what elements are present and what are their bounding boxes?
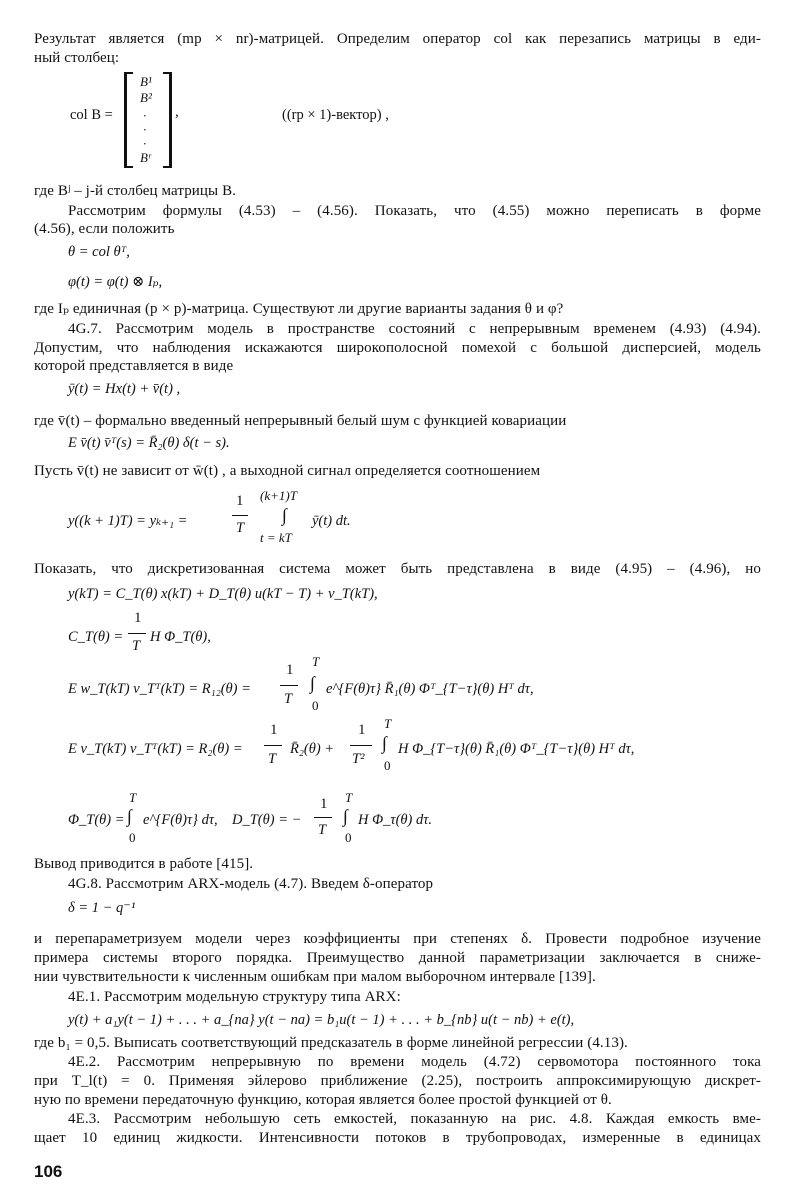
eq-D-num: 1 [320,796,328,812]
eq-y-num: 1 [236,493,244,509]
paragraph-result-cont: ный столбец: [34,50,120,66]
consider-formulas-cont: (4.56), если положить [34,221,175,237]
eq-D-integral-sign: ∫ [343,806,348,826]
reparam-line2: примера системы второго порядка. Преимущество данной параметризации заключается в сниже- [34,950,761,966]
eq-Phi-rhs: e^{F(θ)τ} dτ, [143,812,218,828]
eq-theta: θ = col θᵀ, [68,244,130,260]
problem-4G7-line3: которой представляется в виде [34,358,234,374]
eq-Phi-lower-limit: 0 [129,830,136,845]
eq-D-lower-limit: 0 [345,830,352,845]
eq-Ev-integral-sign: ∫ [382,733,387,753]
eq-y-integral-sign: ∫ [282,505,287,525]
eq-Phi-lhs: Φ_T(θ) = [68,812,125,828]
eq-y-lhs: y((k + 1)T) = yₖ₊₁ = [68,513,188,529]
colB-row-3: · [143,108,147,123]
eq-CT-rhs: H Φ_T(θ), [150,629,211,645]
problem-4E1-where: где b₁ = 0,5. Выписать соответствующий предсказатель в форме линейной регрессии (4.13). [34,1035,628,1051]
eq-Ev-fraction-bar-2 [350,745,372,746]
colB-row-2: B² [140,90,152,105]
eq-Ev-den1: T [268,751,277,767]
eq-Ew-num: 1 [286,662,294,678]
eq-Ev-rhs: H Φ_{T−τ}(θ) R̄₁(θ) Φᵀ_{T−τ}(θ) Hᵀ dτ, [398,741,635,757]
page-number: 106 [34,1162,63,1181]
where-v: где v̄(t) – формально введенный непрерывный белый шум с функцией ковариации [34,413,567,429]
eq-y-den: T [236,520,245,536]
eq-delta-operator: δ = 1 − q⁻¹ [68,900,136,916]
colB-vector-note: ((rp × 1)-вектор) , [282,107,389,123]
eq-Ew-rhs: e^{F(θ)τ} R̄₁(θ) Φᵀ_{T−τ}(θ) Hᵀ dτ, [326,681,534,697]
eq-y-integrand: ȳ(t) dt. [312,513,351,529]
eq-arx: y(t) + a₁y(t − 1) + . . . + a_{na} y(t − na) = b₁u(t − 1) + . . . + b_{nb} u(t − nb) + e(t), [68,1012,575,1028]
eq-Phi-upper-limit: T [129,790,137,805]
colB-lhs: col B = [70,107,113,123]
eq-D-upper-limit: T [345,790,353,805]
eq-Phi-integral-sign: ∫ [127,806,132,826]
eq-y-upper-limit: (k+1)T [260,488,297,503]
eq-CT-fraction-bar [128,633,146,634]
eq-Ew-lower-limit: 0 [312,698,319,713]
eq-D-lhs: D_T(θ) = − [232,812,302,828]
where-Bj: где Bʲ – j-й столбец матрицы B. [34,183,237,199]
problem-4E2-line2: при T_l(t) = 0. Применяя эйлерово приближение (2.25), построить аппроксимирующую дискрет- [34,1073,761,1089]
eq-Ew-upper-limit: T [312,654,320,669]
eq-Ev-den2: T² [352,751,365,767]
eq-Ew-fraction-bar [280,685,298,686]
eq-Ev-lower-limit: 0 [384,758,391,773]
paragraph-result: Результат является (mp × nr)-матрицей. Определим оператор col как перезапись матрицы в еди- [34,31,761,47]
eq-Ev-middle: R̄₂(θ) + [290,741,335,757]
reparam-line3: нии чувствительности к численным ошибкам при малом выборочном интервале [139]. [34,969,596,985]
problem-4E3-line1: 4E.3. Рассмотрим небольшую сеть емкостей, показанную на рис. 4.8. Каждая емкость вме- [68,1111,761,1127]
show-discretized: Показать, что дискретизованная система может быть представлена в виде (4.95) – (4.96), но [34,561,761,577]
eq-discrete-system: y(kT) = C_T(θ) x(kT) + D_T(θ) u(kT − T) + v_T(kT), [68,586,378,602]
eq-D-rhs: H Φ_τ(θ) dτ. [358,812,433,828]
eq-Ev-num1: 1 [270,722,278,738]
eq-phi: φ(t) = φ(t) ⊗ Iₚ, [68,274,163,290]
eq-Ew-integral-sign: ∫ [310,673,315,693]
problem-4E3-line2: щает 10 единиц жидкости. Интенсивности потоков в трубопроводах, измеренные в единицах [34,1130,761,1146]
problem-4E2-line3: ную по времени передаточную функцию, которая является более простой функцией от θ. [34,1092,612,1108]
eq-Ev-lhs: E v_T(kT) v_Tᵀ(kT) = R₂(θ) = [68,741,243,757]
problem-4G7-line1: 4G.7. Рассмотрим модель в пространстве состояний с непрерывным временем (4.93) (4.94). [68,321,761,337]
where-Ip: где Iₚ единичная (p × p)-матрица. Существуют ли другие варианты задания θ и φ? [34,301,564,317]
let-v-independent: Пусть v̄(t) не зависит от w̄(t) , а выходной сигнал определяется соотношением [34,463,541,479]
eq-y-fraction-bar [232,515,248,516]
eq-Ew-den: T [284,691,293,707]
colB-row-1: B¹ [140,74,152,89]
eq-ybar: ȳ(t) = Hx(t) + v̄(t) , [68,381,181,397]
eq-D-fraction-bar [314,817,332,818]
eq-y-lower-limit: t = kT [260,530,292,545]
problem-4G8: 4G.8. Рассмотрим ARX-модель (4.7). Введем δ-оператор [68,876,434,892]
problem-4G7-line2: Допустим, что наблюдения искажаются широкополосной помехой с большой дисперсией, модель [34,340,761,356]
colB-row-5: · [143,136,147,151]
reparam-line1: и перепараметризуем модели через коэффициенты при степенях δ. Провести подробное изучение [34,931,761,947]
derivation-reference: Вывод приводится в работе [415]. [34,856,254,872]
eq-CT-den: T [132,638,141,654]
eq-CT-num: 1 [134,610,142,626]
eq-CT-lhs: C_T(θ) = [68,629,124,645]
eq-Ev-num2: 1 [358,722,366,738]
eq-Ev-fraction-bar-1 [264,745,282,746]
problem-4E1: 4E.1. Рассмотрим модельную структуру типа ARX: [68,989,401,1005]
colB-row-6: Bʳ [140,150,151,165]
colB-row-4: · [143,122,147,137]
left-bracket [124,72,133,168]
colB-comma: , [175,104,179,120]
eq-Ev-upper-limit: T [384,716,392,731]
consider-formulas: Рассмотрим формулы (4.53) – (4.56). Показать, что (4.55) можно переписать в форме [68,203,761,219]
eq-covariance: E v̄(t) v̄ᵀ(s) = R̄₂(θ) δ(t − s). [68,435,230,451]
problem-4E2-line1: 4E.2. Рассмотрим непрерывную по времени модель (4.72) сервомотора постоянного тока [68,1054,761,1070]
eq-D-den: T [318,822,327,838]
right-bracket [163,72,172,168]
eq-Ew-lhs: E w_T(kT) v_Tᵀ(kT) = R₁₂(θ) = [68,681,251,697]
